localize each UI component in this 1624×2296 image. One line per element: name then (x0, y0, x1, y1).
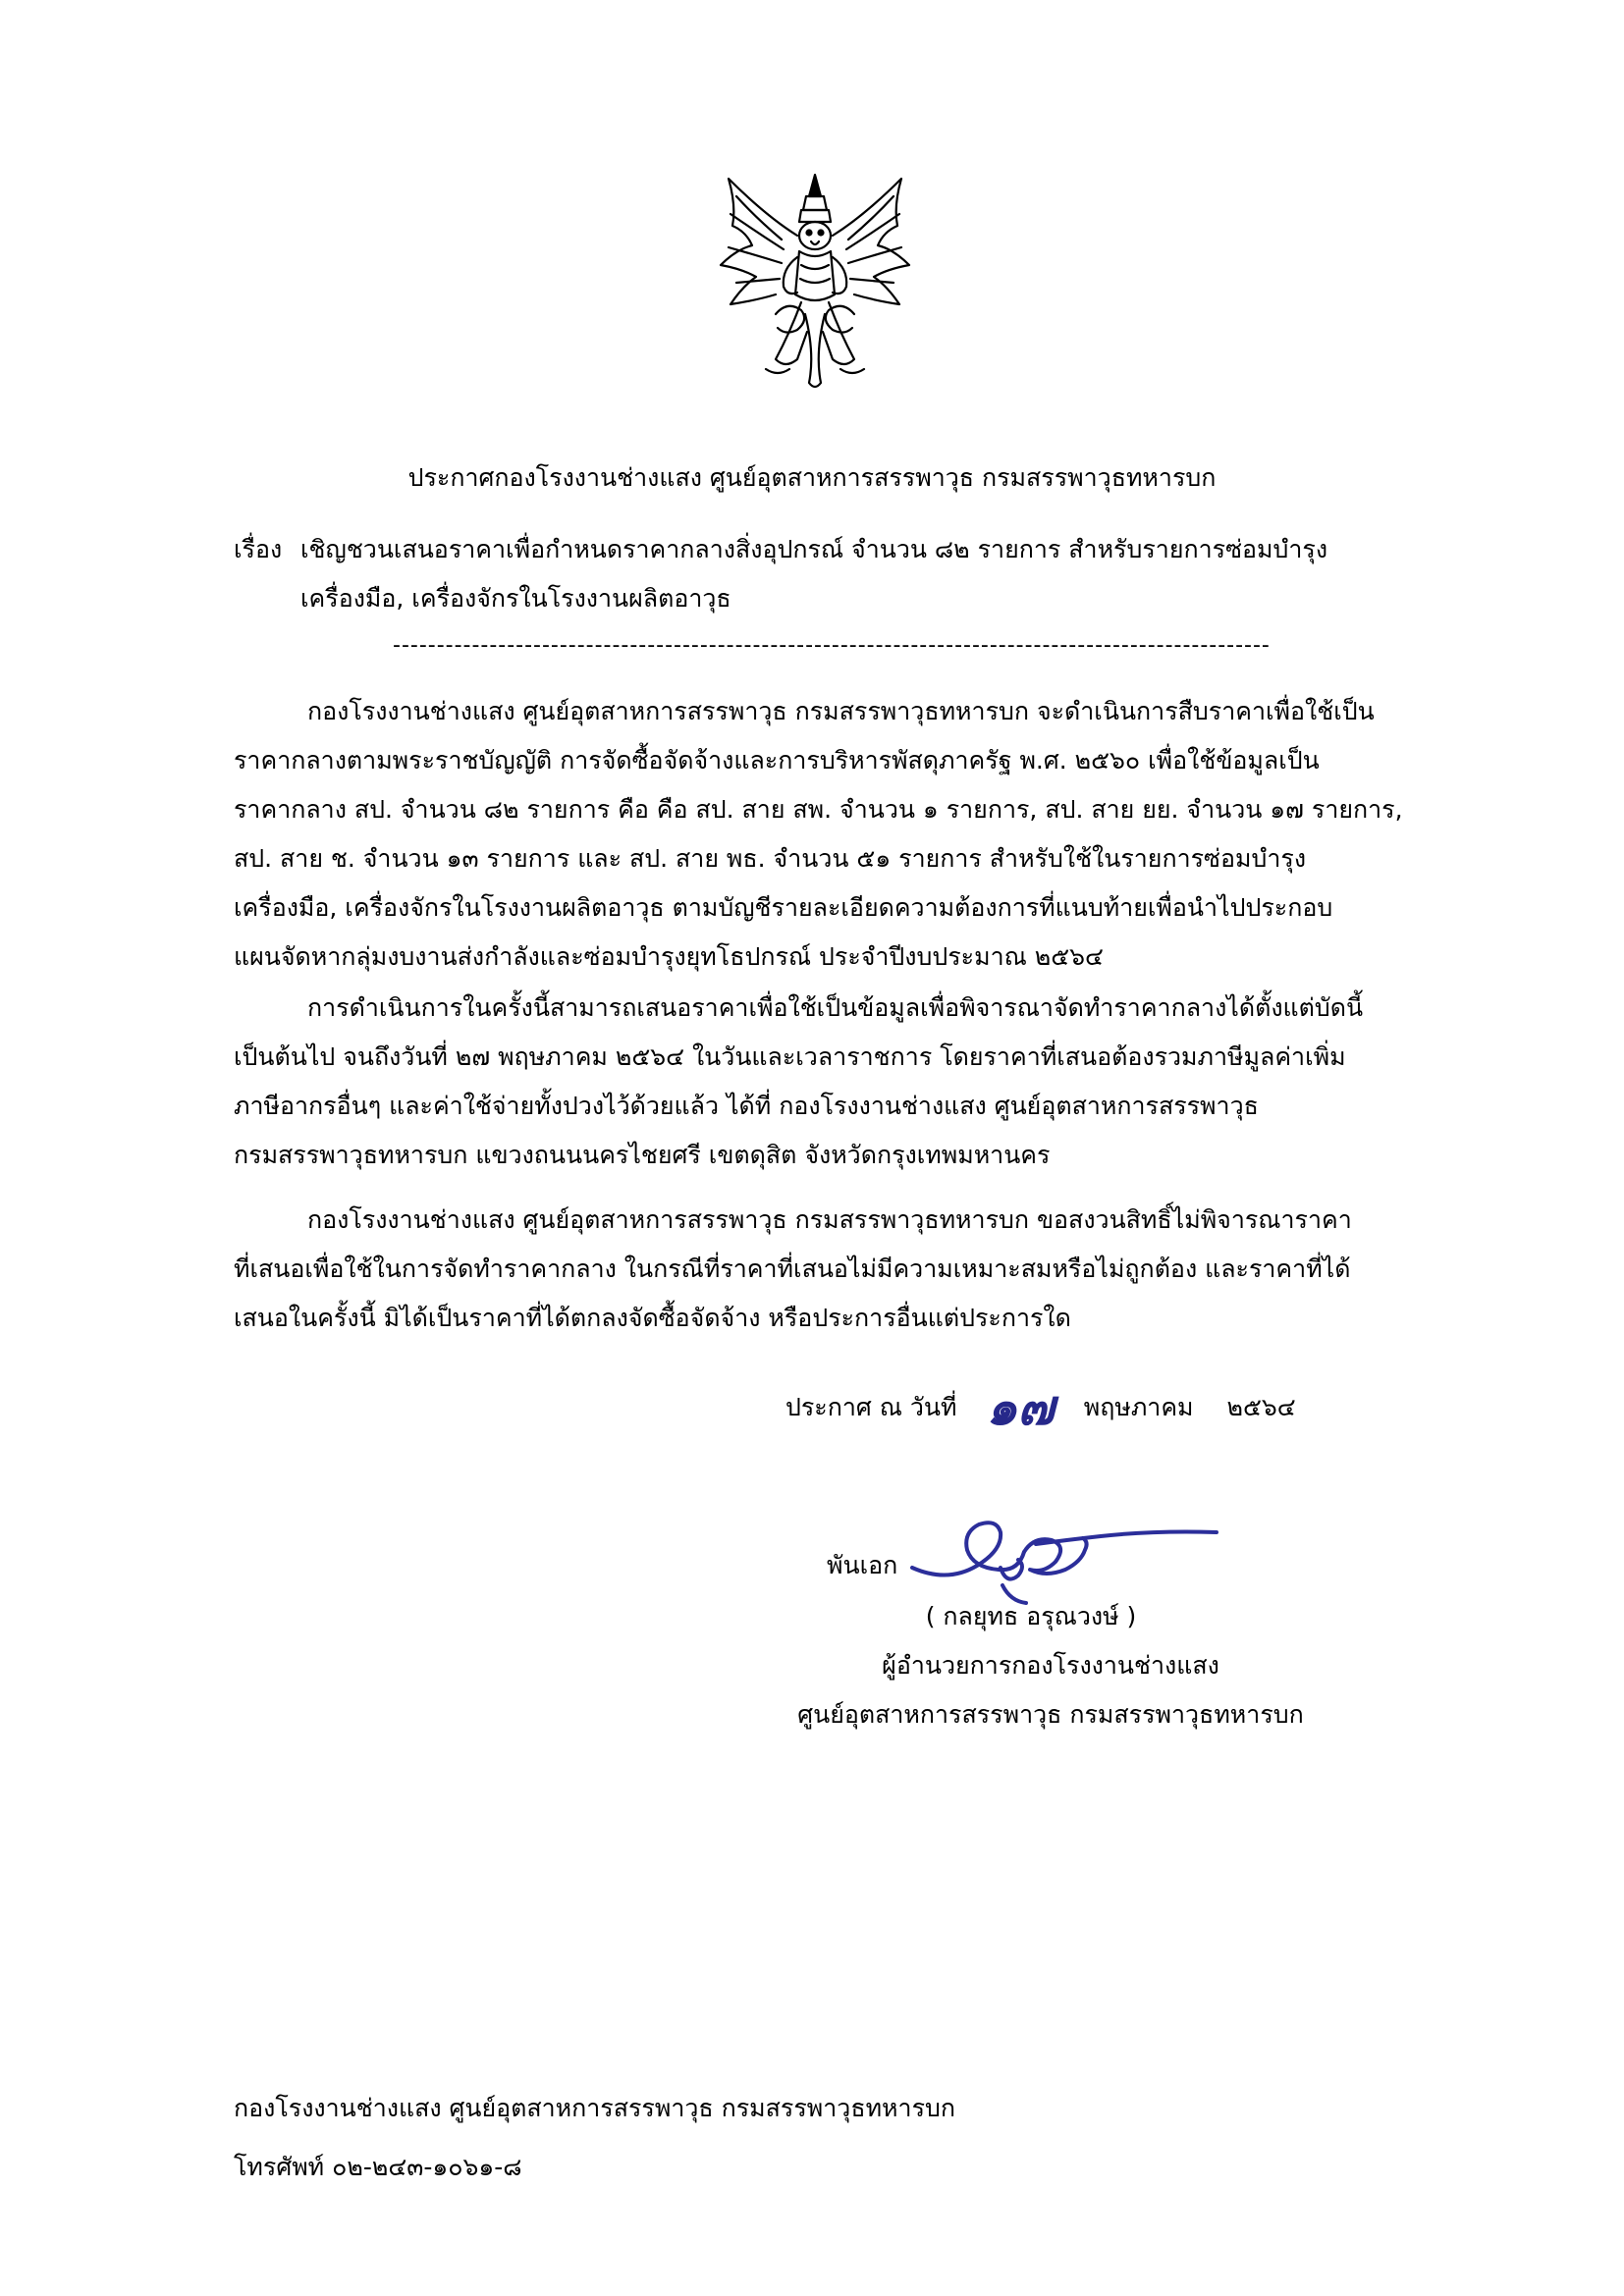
paragraph-line: ที่เสนอเพื่อใช้ในการจัดทำราคากลาง ในกรณีที่ราคาที่เสนอไม่มีความเหมาะสมหรือไม่ถูกต้อง และราคาที่ได้ (234, 1255, 1351, 1283)
footer-phone: โทรศัพท์ ๐๒-๒๔๓-๑๐๖๑-๘ (234, 2153, 522, 2181)
paragraph-line: ราคากลาง สป. จำนวน ๘๒ รายการ คือ คือ สป. สาย สพ. จำนวน ๑ รายการ, สป. สาย ยย. จำนวน ๑๗ รายการ, (234, 795, 1403, 824)
paragraph-line: การดำเนินการในครั้งนี้สามารถเสนอราคาเพื่อใช้เป็นข้อมูลเพื่อพิจารณาจัดทำราคากลางได้ตั้งแต่บัดนี้ (307, 993, 1364, 1022)
paragraph-line: ภาษีอากรอื่นๆ และค่าใช้จ่ายทั้งปวงไว้ด้วยแล้ว ได้ที่ กองโรงงานช่างแสง ศูนย์อุตสาหการสรรพาวุธ (234, 1092, 1259, 1120)
paragraph-line: แผนจัดหากลุ่มงบงานส่งกำลังและซ่อมบำรุงยุทโธปกรณ์ ประจำปีงบประมาณ ๒๕๖๔ (234, 942, 1104, 971)
garuda-emblem-icon (707, 167, 923, 395)
body-paragraph-1 (234, 687, 1461, 982)
subject-line: เชิญชวนเสนอราคาเพื่อกำหนดราคากลางสิ่งอุปกรณ์ จำนวน ๘๒ รายการ สำหรับรายการซ่อมบำรุง (300, 535, 1328, 563)
signer-organization: ศูนย์อุตสาหการสรรพาวุธ กรมสรรพาวุธทหารบก (797, 1700, 1304, 1729)
signer-position: ผู้อำนวยการกองโรงงานช่างแสง (882, 1651, 1219, 1680)
date-day-handwritten: ๑๗ (986, 1378, 1055, 1436)
paragraph-line: เครื่องมือ, เครื่องจักรในโรงงานผลิตอาวุธ ตามบัญชีรายละเอียดความต้องการที่แนบท้ายเพื่อนำไปประกอบ (234, 893, 1333, 922)
body-paragraph-3 (234, 1196, 1461, 1343)
paragraph-line: กรมสรรพาวุธทหารบก แขวงถนนนครไชยศรี เขตดุสิต จังหวัดกรุงเทพมหานคร (234, 1141, 1051, 1169)
section-divider: ---------------------------------------------------------------------------------------------------- (393, 633, 1271, 658)
subject-line: เครื่องมือ, เครื่องจักรในโรงงานผลิตอาวุธ (300, 584, 731, 613)
announcement-date (785, 1372, 1296, 1442)
signer-name: ( กลยุทธ อรุณวงษ์ ) (925, 1602, 1137, 1630)
paragraph-line: กองโรงงานช่างแสง ศูนย์อุตสาหการสรรพาวุธ กรมสรรพาวุธทหารบก จะดำเนินการสืบราคาเพื่อใช้เป็น (307, 697, 1375, 725)
paragraph-line: ราคากลางตามพระราชบัญญัติ การจัดซื้อจัดจ้างและการบริหารพัสดุภาครัฐ พ.ศ. ๒๕๖๐ เพื่อใช้ข้อมูลเป็น (234, 746, 1320, 774)
paragraph-line: เป็นต้นไป จนถึงวันที่ ๒๗ พฤษภาคม ๒๕๖๔ ในวันและเวลาราชการ โดยราคาที่เสนอต้องรวมภาษีมูลค่าเพิ่ม (234, 1042, 1346, 1071)
subject-label: เรื่อง (234, 535, 283, 563)
paragraph-line: เสนอในครั้งนี้ มิได้เป็นราคาที่ได้ตกลงจัดซื้อจัดจ้าง หรือประการอื่นแต่ประการใด (234, 1304, 1071, 1332)
date-year: ๒๕๖๔ (1226, 1393, 1296, 1421)
date-month: พฤษภาคม (1083, 1393, 1194, 1421)
body-paragraph-2 (234, 984, 1461, 1180)
footer-organization: กองโรงงานช่างแสง ศูนย์อุตสาหการสรรพาวุธ กรมสรรพาวุธทหารบก (234, 2094, 956, 2122)
paragraph-line: กองโรงงานช่างแสง ศูนย์อุตสาหการสรรพาวุธ กรมสรรพาวุธทหารบก ขอสงวนสิทธิ์ไม่พิจารณาราคา (307, 1205, 1352, 1234)
signer-rank: พันเอก (827, 1551, 898, 1579)
paragraph-line: สป. สาย ช. จำนวน ๑๓ รายการ และ สป. สาย พธ. จำนวน ๕๑ รายการ สำหรับใช้ในรายการซ่อมบำรุง (234, 844, 1307, 873)
announcement-title: ประกาศกองโรงงานช่างแสง ศูนย์อุตสาหการสรรพาวุธ กรมสรรพาวุธทหารบก (407, 463, 1217, 492)
date-prefix: ประกาศ ณ วันที่ (785, 1393, 957, 1421)
